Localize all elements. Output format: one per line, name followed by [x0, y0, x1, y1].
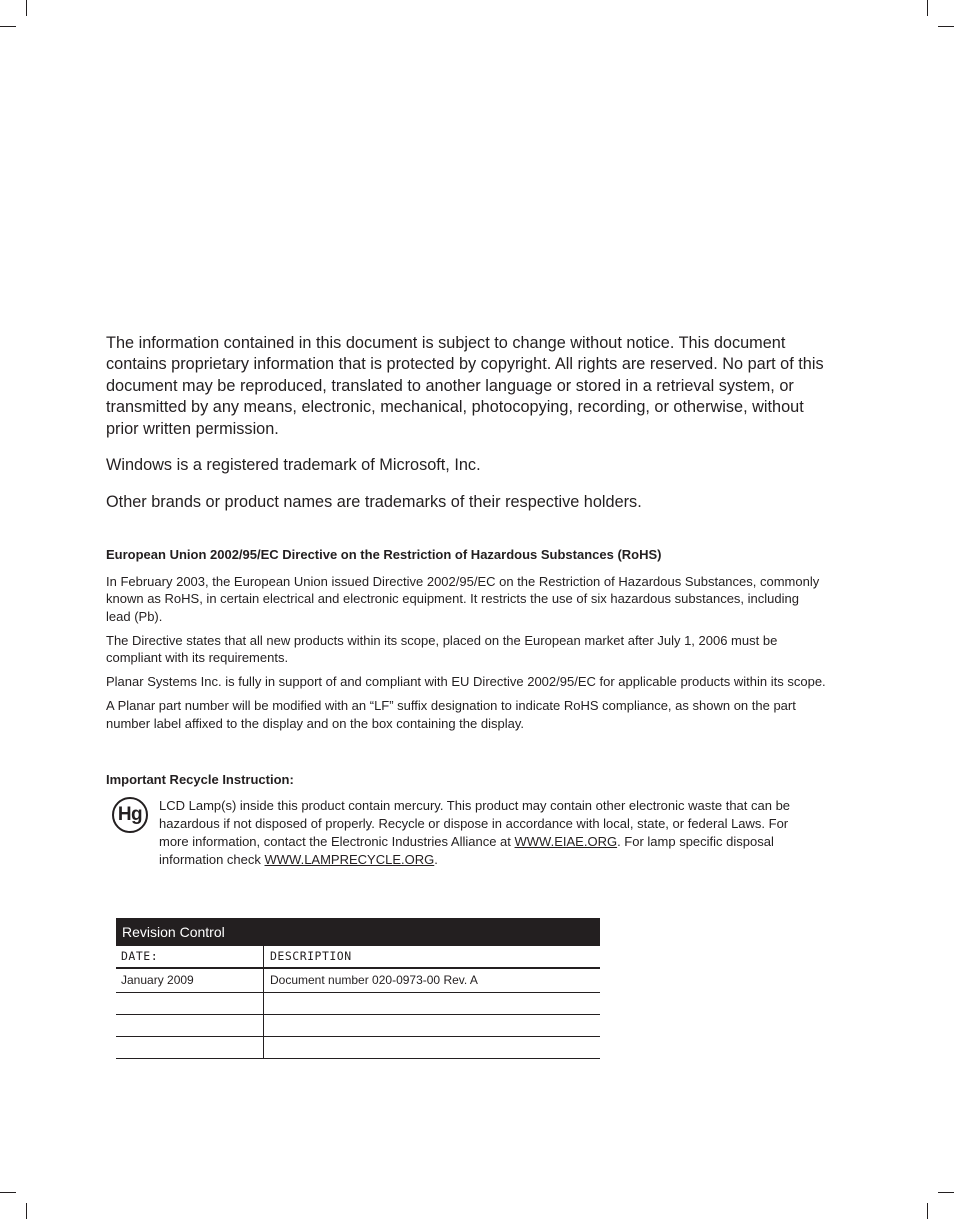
mercury-symbol: Hg: [117, 804, 143, 825]
lamprecycle-link[interactable]: WWW.LAMPRECYCLE.ORG: [264, 852, 435, 867]
rohs-paragraph: The Directive states that all new products within its scope, placed on the European market after July 1, 2006 must be compliant with its requirements.: [106, 632, 778, 665]
other-trademarks-paragraph: Other brands or product names are trademarks of their respective holders.: [106, 492, 642, 511]
crop-mark: [0, 26, 16, 27]
rohs-paragraph: A Planar part number will be modified with an “LF” suffix designation to indicate RoHS compliance, as shown on the part number label affixed to the display and on the box containing the display.: [106, 698, 796, 731]
legal-notice: [106, 333, 836, 513]
recycle-heading: Important Recycle Instruction:: [106, 772, 294, 787]
rohs-paragraph: Planar Systems Inc. is fully in support of and compliant with EU Directive 2002/95/EC for applicable products within its scope.: [106, 674, 826, 689]
crop-mark: [26, 0, 27, 16]
date-cell: [116, 1015, 264, 1036]
date-cell: January 2009: [116, 969, 264, 992]
rohs-section: [106, 546, 826, 739]
date-cell: [116, 993, 264, 1014]
recycle-text-part: . For lamp specific disposal information check: [159, 834, 774, 867]
crop-mark: [938, 26, 954, 27]
recycle-text-part: LCD Lamp(s) inside this product contain mercury. This product may contain other electronic waste that can be hazardous if not disposed of properly. Recycle or dispose in accordance with local, state, or federal Laws. For more information, contact the Electronic Industries Alliance at: [159, 798, 791, 849]
description-cell: [264, 1015, 600, 1036]
mercury-hg-icon: [112, 797, 148, 833]
revision-control-title: Revision Control: [116, 918, 600, 946]
rohs-paragraph: In February 2003, the European Union issued Directive 2002/95/EC on the Restriction of Hazardous Substances, commonly known as RoHS, in certain electrical and electronic equipment. It restricts the use of six hazardous substances, including lead (Pb).: [106, 573, 820, 624]
eiae-link[interactable]: WWW.EIAE.ORG: [514, 834, 618, 849]
description-cell: [264, 993, 600, 1014]
table-header-row: [116, 946, 600, 969]
description-column-header: DESCRIPTION: [270, 949, 352, 963]
date-cell: [116, 1037, 264, 1058]
description-cell: Document number 020-0973-00 Rev. A: [270, 973, 478, 987]
crop-mark: [938, 1192, 954, 1193]
table-row: [116, 969, 600, 993]
windows-trademark-paragraph: Windows is a registered trademark of Microsoft, Inc.: [106, 456, 481, 475]
table-row: [116, 1015, 600, 1037]
table-row: [116, 1037, 600, 1059]
date-column-header: DATE:: [116, 946, 264, 967]
revision-control-table: [116, 918, 600, 1059]
crop-mark: [26, 1203, 27, 1219]
rohs-heading: European Union 2002/95/EC Directive on the Restriction of Hazardous Substances (RoHS): [106, 547, 662, 562]
recycle-text: [159, 797, 819, 869]
crop-mark: [0, 1192, 16, 1193]
recycle-text-part: .: [434, 852, 438, 867]
description-cell: [264, 1037, 600, 1058]
table-row: [116, 993, 600, 1015]
copyright-paragraph: The information contained in this document is subject to change without notice. This document contains proprietary information that is protected by copyright. All rights are reserved. No part of this document may be reproduced, translated to another language or stored in a retrieval system, or transmitted by any means, electronic, mechanical, photocopying, recording, or otherwise, without prior written permission.: [106, 334, 824, 438]
crop-mark: [927, 1203, 928, 1219]
crop-mark: [927, 0, 928, 16]
